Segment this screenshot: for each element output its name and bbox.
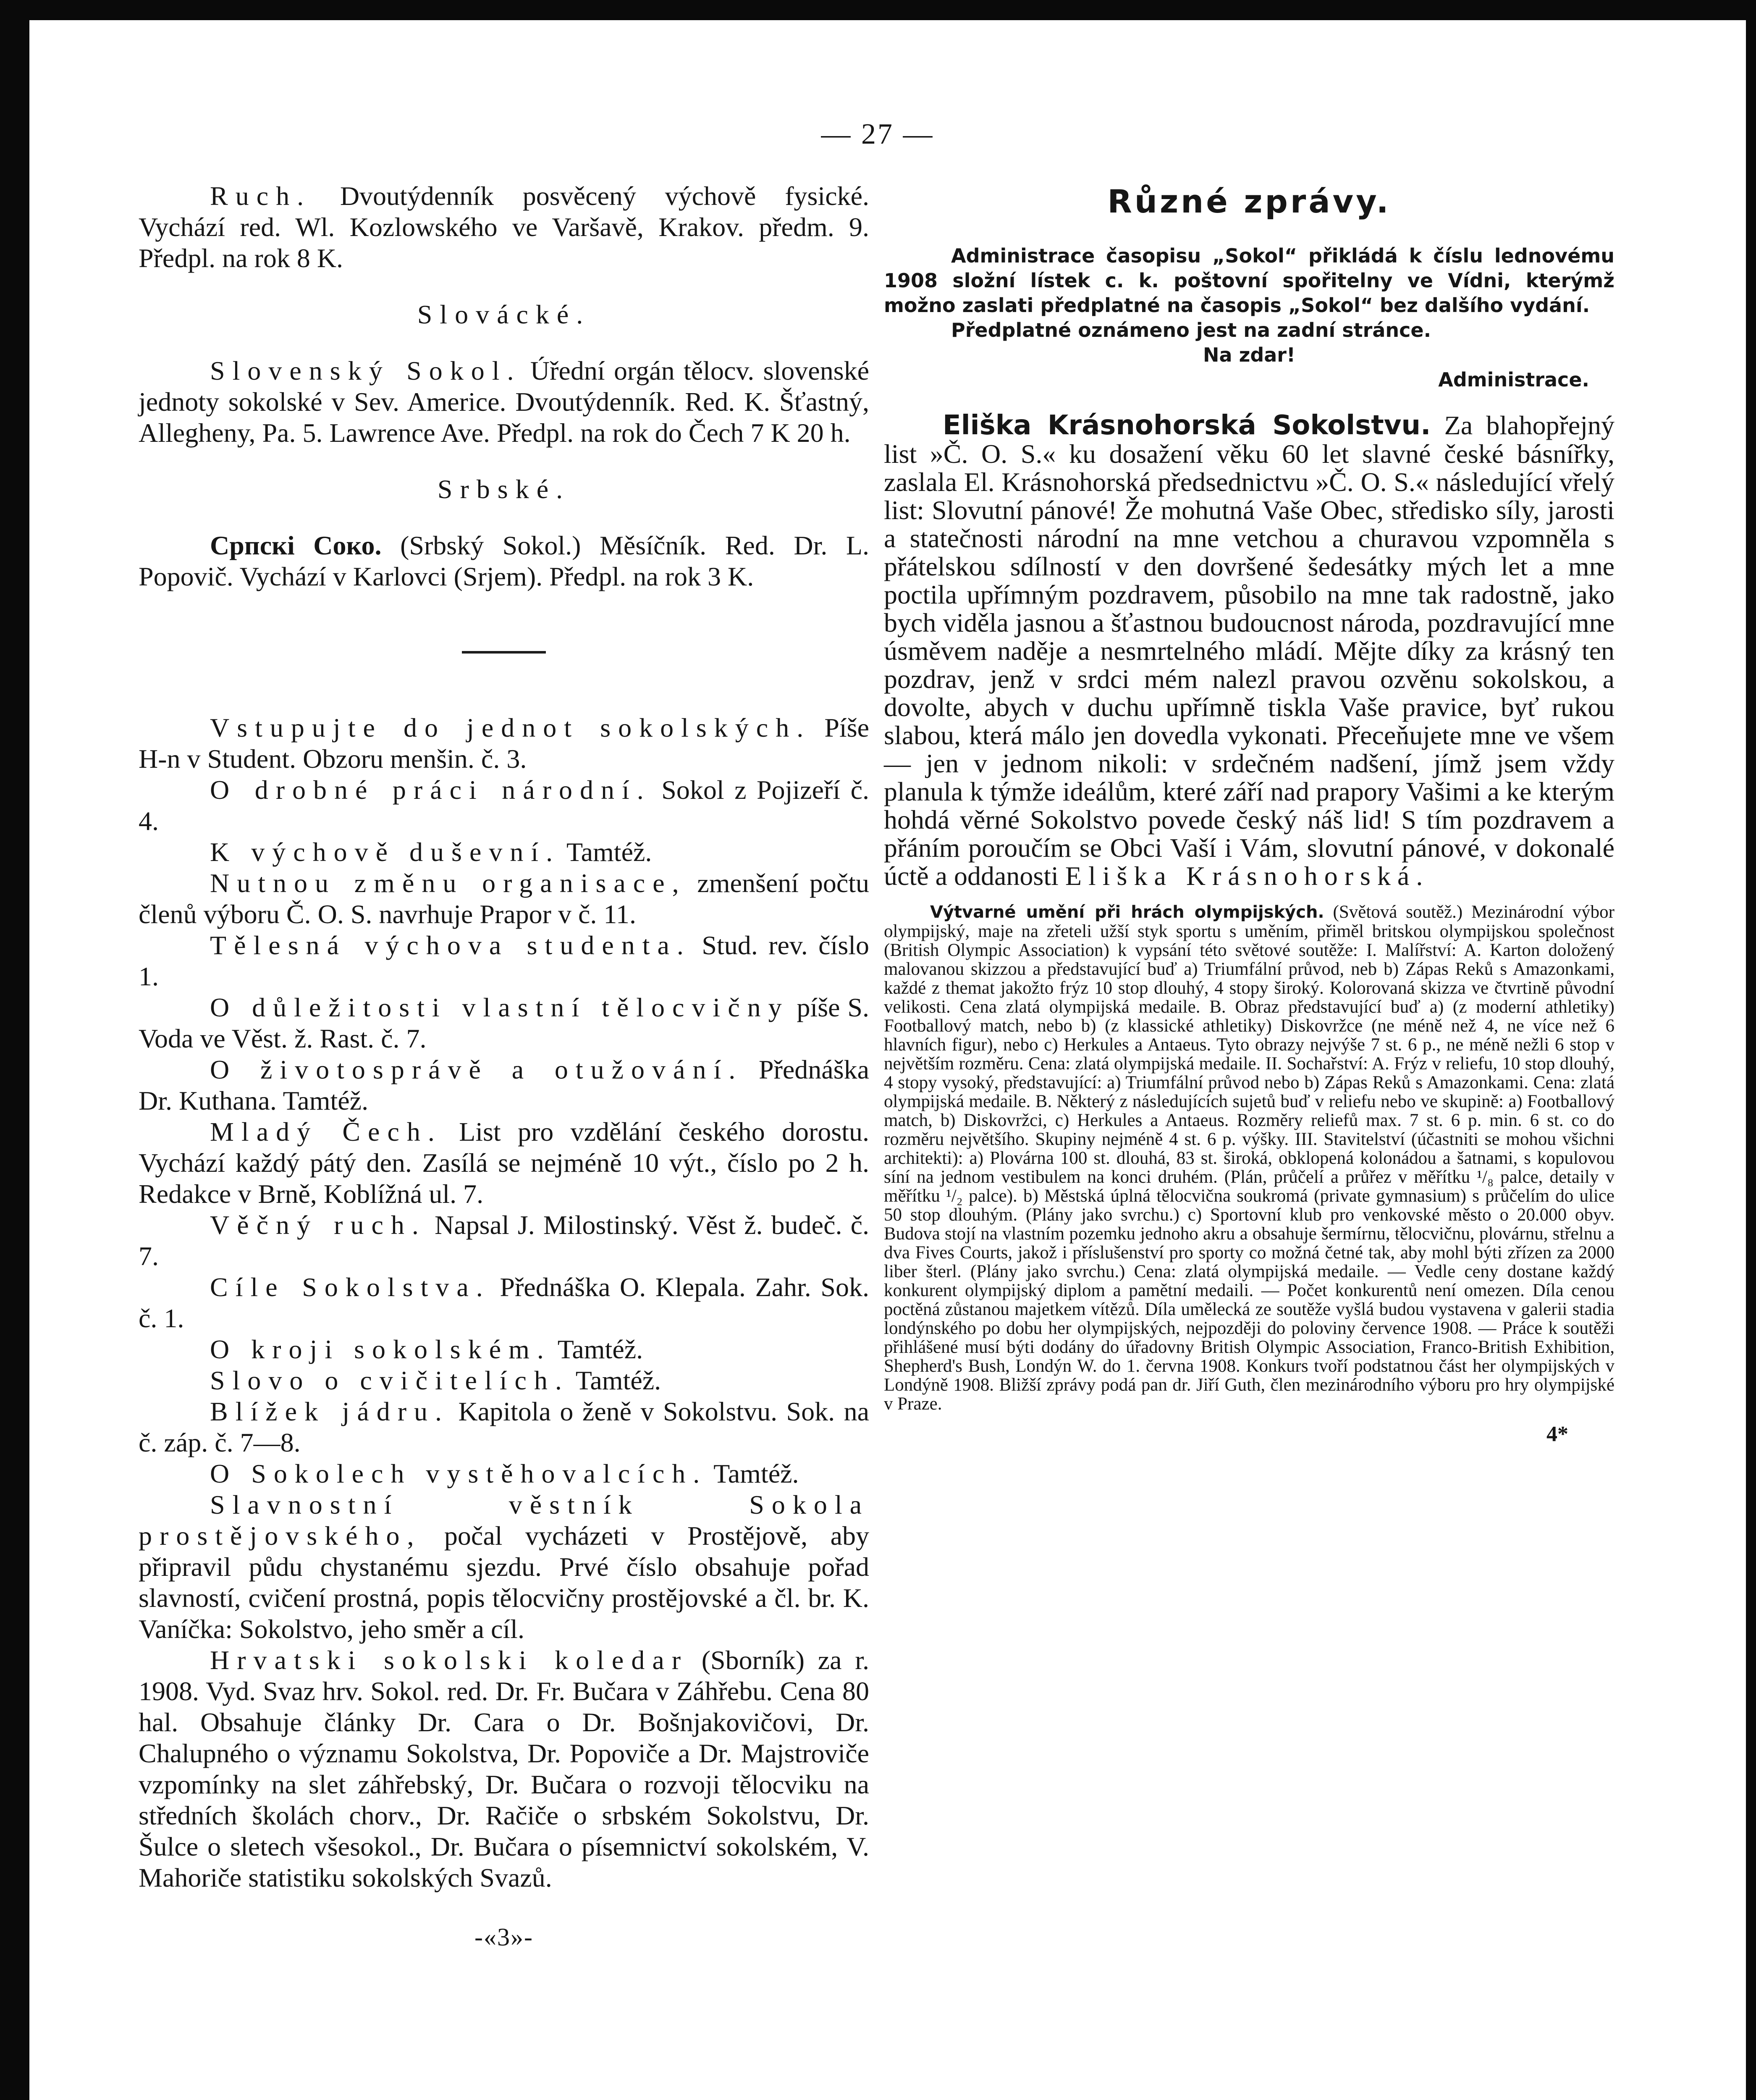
list-item	[139, 1116, 869, 1210]
article-krasnohorska	[884, 411, 1614, 890]
entry-slovensky-sokol	[139, 355, 869, 449]
list-item	[139, 1272, 869, 1334]
page-number: — 27 —	[821, 118, 934, 150]
entry-title: Vstupujte do jednot sokolských.	[210, 713, 811, 743]
signature-mark: 4*	[1546, 1422, 1568, 1446]
greeting: Na zdar!	[1203, 344, 1295, 366]
scan-border-left	[0, 0, 29, 2100]
entry-title: Blížek jádru.	[210, 1396, 450, 1426]
entry-title: Hrvatski sokolski koledar	[210, 1645, 689, 1675]
entry-text: počal vycházeti v Prostějově, aby připravil půdu chystanému sjezdu. Prvé číslo obsahuje pořad slavností, cvičení prostná, popis tělocvičny prostějovské a čl. br. K. Vaníčka: Sokolstvo, jeho směr a cíl.	[139, 1521, 869, 1644]
entry-title: Slovenský Sokol.	[210, 356, 522, 386]
entry-text: Kapitola o ženě v Sokolstvu. Sok. na č. záp. č. 7—8.	[139, 1396, 870, 1457]
entry-title: K výchově duševní.	[210, 837, 561, 867]
entry-text: Přednáška O. Klepala. Zahr. Sok. č. 1.	[139, 1272, 869, 1333]
entry-ruch	[139, 181, 869, 274]
entry-text: (Sborník) za r. 1908. Vyd. Svaz hrv. Sokol. red. Dr. Fr. Bučara v Záhřebu. Cena 80 hal. Obsahuje články Dr. Cara o Dr. Bošnjakovičovi, Dr. Chalupného o významu Sokolstva, Dr. Popoviče a Dr. Majstroviče vzpomínky na slet záhřebský, Dr. Bučara o rozvoji tělocviku na středních školách chorv., Dr. Račiče o srbském Sokolstvu, Dr. Šulce o sletech všesokol., Dr. Bučara o písemnictví sokolském, V. Mahoriče statistiku sokolských Svazů.	[139, 1645, 870, 1893]
left-column	[139, 181, 869, 1952]
subscription-notice: Předplatné oznámeno jest na zadní stránce.	[951, 319, 1431, 341]
entry-text: Píše H-n v Student. Obzoru menšin. č. 3.	[139, 713, 870, 774]
entry-title: Slavnostní věstník Sokola prostějovského,	[139, 1490, 869, 1551]
entry-title: Ruch.	[210, 181, 312, 211]
list-item	[139, 930, 869, 992]
administration-notice: Administrace časopisu „Sokol“ přikládá k číslu lednovému 1908 složní lístek c. k. poštovní spořitelny ve Vídni, kterýmž možno zaslati předplatné na časopis „Sokol“ bez dalšího vydání.	[884, 244, 1614, 317]
entry-title: O drobné práci národní.	[210, 775, 651, 805]
right-column	[884, 181, 1614, 1446]
entry-title: Mladý Čech.	[210, 1117, 442, 1147]
entry-title: Српскi Соко.	[210, 530, 382, 560]
list-item	[139, 1054, 869, 1116]
entry-text: Tamtéž.	[707, 1459, 799, 1488]
entry-title: O životosprávě a otužování.	[210, 1055, 743, 1084]
entry-text: Stud. rev. číslo 1.	[139, 930, 870, 991]
article-text: Za blahopřejný list »Č. O. S.« ku dosažení věku 60 let slavné české básnířky, zaslala El. Krásnohorská předsednictvu »Č. O. S.« následující vřelý list: Slovutní pánové! Že mohutná Vaše Obec, středisko síly, jarosti a statečnosti národní na mne vetchou a churavou vzpomněla s přátelskou sdílností v den dovršené šedesátky mých let a mne poctila upřímným pozdravem, působilo na mne tak radostně, jako bych viděla jasnou a šťastnou budoucnost národa, pozdravující mne úsměvem naděje a nesmrtelného mládí. Mějte díky za krásný ten pozdrav, jenž v srdci mém nalezl pravou ozvěnu sokolskou, a dovolte, abych v duchu upřímně tiskla Vaše pravice, byť rukou slabou, která málo jen dovedla vykonati. Přeceňujete mne ve všem — jen v jednom nikoli: v srdečném nadšení, jímž jsem vždy planula k týmže ideálům, které září nad prapory Vašimi a ke kterým hohdá věrné Sokolstvo povede český náš lid! S tím pozdravem a přáním poroučím se Obci Vaší i Vám, slovutní pánové, v dokonalé úctě a oddanosti	[884, 410, 1614, 891]
entry-text: Sokol z Pojizeří č. 4.	[139, 775, 870, 836]
entry-title: O kroji sokolském.	[210, 1334, 551, 1364]
list-item	[139, 992, 869, 1054]
entry-srpski-soko	[139, 530, 869, 592]
list-item	[139, 1458, 869, 1489]
list-item	[139, 774, 869, 837]
list-item	[139, 1365, 869, 1396]
list-item	[139, 1396, 869, 1458]
entry-text: (Srbský Sokol.) Měsíčník. Red. Dr. L. Popovič. Vychází v Karlovci (Srjem). Předpl. na rok 3 K.	[139, 530, 870, 591]
entry-title: Slovo o cvičitelích.	[210, 1365, 569, 1395]
entry-text: List pro vzdělání českého dorostu. Vychází každý pátý den. Zasílá se nejméně 10 výt., číslo po 2 h. Redakce v Brně, Koblížná ul. 7.	[139, 1117, 870, 1209]
list-item	[139, 1210, 869, 1272]
list-item	[139, 1645, 869, 1893]
entry-title: Nutnou změnu organisace,	[210, 868, 687, 898]
scan-border-right	[1746, 0, 1756, 2100]
entry-title: O důležitosti vlastní tělocvičny	[210, 992, 789, 1022]
entry-title: Tělesná výchova studenta.	[210, 930, 691, 960]
entry-title: Věčný ruch.	[210, 1210, 426, 1240]
entry-text: Dvoutýdenník posvěcený výchově fysické. Vychází red. Wl. Kozlowského ve Varšavě, Krakov. předm. 9. Předpl. na rok 8 K.	[139, 181, 869, 273]
list-item	[139, 712, 869, 774]
article-signature: Eliška Krásnohorská.	[1065, 861, 1430, 891]
entry-text: Tamtéž.	[569, 1365, 661, 1395]
list-item	[139, 1334, 869, 1365]
entry-title: Cíle Sokolstva.	[210, 1272, 490, 1302]
heading-slovacke: Slovácké.	[417, 299, 591, 329]
section-title: Různé zprávy.	[1107, 183, 1391, 220]
entry-text: zmenšení počtu členů výboru Č. O. S. navrhuje Prapor v č. 11.	[139, 868, 869, 929]
entry-text: Napsal J. Milostinský. Věst ž. budeč. č. 7.	[139, 1210, 869, 1271]
list-item	[139, 1489, 869, 1645]
article-title: Eliška Krásnohorská Sokolstvu.	[943, 410, 1431, 441]
article-text: (Světová soutěž.) Mezinárodní výbor olympijský, maje na zřeteli užší styk sportu s uměním, přiměl britskou olympijskou společnost (British Olympic Association) k vypsání této světové soutěže: I. Malířství: A. Karton doložený malovanou skizzou a představující buď a) Triumfální průvod, neb b) Zápas Reků s Amazonkami, každé z themat jakožto frýz 10 stop dlouhý, 4 stopy široký. Kolorovaná skizza ve čtvrtině původní velikosti. Cena zlatá olympijská medaile. B. Obraz představující buď a) (z moderní athletiky) Footballový match, nebo b) (z klassické athletiky) Diskovržce (ne méně než 4, ne více než 6 hlavních figur), nebo c) Herkules a Antaeus. Tyto obrazy nejvýše 7 st. 6 p., ne méně nežli 6 stop v největším rozměru. Cena: zlatá olympijská medaile. II. Sochařství: A. Frýz v reliefu, 10 stop dlouhý, 4 stopy vysoký, představující: a) Triumfální průvod nebo b) Zápas Reků s Amazonkami. Cena: zlatá olympijská medaile. B. Některý z následujících sujetů buď v reliefu nebo ve skupině: a) Footballový match, b) Diskovržci, c) Herkules a Antaeus. Rozměry reliefů max. 7 st. 6 p. min. 6 st. co do rozměru největšího. Skupiny nejméně 4 st. 6 p. výšky. III. Stavitelství (účastniti se mohou všichni architekti): a) Plovárna 100 st. dlouhá, 83 st. široká, obklopená kolonádou a šatnami, s kopulovou síní na jednom vestibulem na konci druhém. (Plán, průčelí a průřez v měřítku ¹/₈ palce, detaily v měřítku ¹/₂ palce). b) Městská úplná tělocvična soukromá (private gymnasium) s průčelím do ulice 50 stop dlouhým. (Plány jako svrchu.) c) Sportovní klub pro venkovské město o 20.000 obyv. Budova stojí na vlastním pozemku jednoho akru a obsahuje šermírnu, tělocvičnu, plovárnu, střelnu a dva Fives Courts, jakož i příslušenství pro sporty co možná četné tak, aby mohl býti zřízen za 2000 liber šterl. (Plány jako svrchu.) Cena: zlatá olympijská medaile. — Vedle ceny dostane každý konkurent olympijský diplom a pamětní medaili. — Počet konkurentů není omezen. Díla cenou poctěná zůstanou majetkem vítězů. Díla umělecká ze soutěže vyšlá budou vystavena v galerii stadia londýnského po dobu her olympijských, nejpozději do poloviny července 1908. — Práce k soutěži přihlášené musí býti dodány do úřadovny British Olympic Association, Franco-British Exhibition, Shepherd's Bush, Londýn W. do 1. června 1908. Konkurs tvoří podstatnou část her olympijských v Londýně 1908. Bližší zprávy podá pan dr. Jiří Guth, člen mezinárodního výboru pro hry olympijské v Praze.	[884, 902, 1614, 1414]
entry-text: Úřední orgán tělocv. slovenské jednoty sokolské v Sev. Americe. Dvoutýdenník. Red. K. Šťastný, Allegheny, Pa. 5. Lawrence Ave. Předpl. na rok do Čech 7 K 20 h.	[139, 356, 869, 448]
list-item	[139, 868, 869, 930]
administration-signature: Administrace.	[1438, 368, 1589, 391]
entry-title: O Sokolech vystěhovalcích.	[210, 1459, 708, 1488]
scan-border-top	[0, 0, 1756, 20]
article-title: Výtvarné umění při hrách olympijských.	[930, 903, 1324, 922]
entry-text: Přednáška Dr. Kuthana. Tamtéž.	[139, 1055, 870, 1116]
entry-text: Tamtéž.	[560, 837, 652, 867]
ornament-separator: -«3»-	[474, 1923, 533, 1951]
entry-text: píše S. Voda ve Věst. ž. Rast. č. 7.	[139, 992, 870, 1053]
heading-srbske: Srbské.	[437, 474, 571, 504]
entry-text: Tamtéž.	[551, 1334, 643, 1364]
article-olympic-art	[884, 903, 1614, 1413]
list-item	[139, 837, 869, 868]
